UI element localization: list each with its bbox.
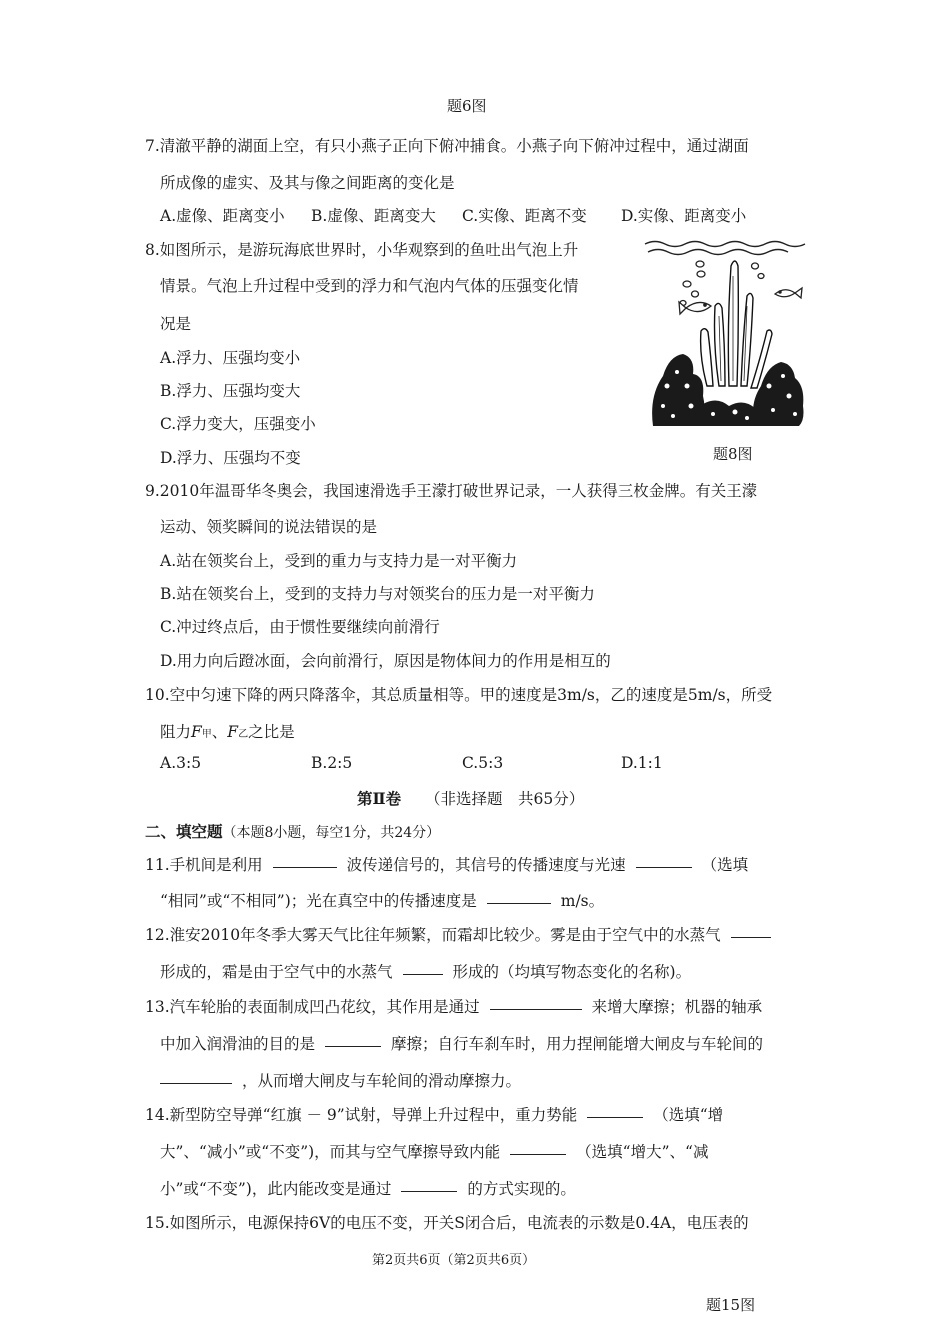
q11-blank-1[interactable] bbox=[273, 866, 337, 868]
q14-text-2: （选填“增 bbox=[653, 1106, 724, 1124]
q13-blank-1[interactable] bbox=[490, 1008, 582, 1010]
q13-blank-3[interactable] bbox=[160, 1082, 232, 1084]
q10-line2-suffix: 之比是 bbox=[248, 723, 295, 741]
underwater-scene-illustration bbox=[643, 236, 808, 431]
q12-blank-1[interactable] bbox=[731, 936, 771, 938]
figure-8-caption: 题8图 bbox=[713, 445, 753, 463]
q7-option-d: D.实像、距离变小 bbox=[621, 207, 747, 225]
q10-option-b: B.2:5 bbox=[311, 754, 353, 772]
q14-text-5: 小”或“不变”)，此内能改变是通过 bbox=[160, 1180, 392, 1198]
q8-option-d: D.浮力、压强均不变 bbox=[160, 449, 301, 467]
section-2-title: 第Ⅱ卷 bbox=[357, 789, 402, 808]
section-2-subtitle: （非选择题 共65分） bbox=[425, 790, 585, 808]
q10-line2-prefix: 阻力 bbox=[160, 723, 192, 741]
page-footer: 第2页共6页（第2页共6页） bbox=[372, 1253, 536, 1268]
q13-text-4: 摩擦；自行车刹车时，用力捏闸能增大闸皮与车轮间的 bbox=[391, 1035, 764, 1053]
q10-option-c: C.5:3 bbox=[462, 754, 504, 772]
q14-line1 bbox=[145, 1103, 723, 1125]
q13-text-3: 中加入润滑油的目的是 bbox=[160, 1035, 316, 1053]
q12-blank-2[interactable] bbox=[403, 973, 443, 975]
q8-line1: 8.如图所示，是游玩海底世界时，小华观察到的鱼吐出气泡上升 bbox=[145, 241, 579, 259]
q13-text-5: ，从而增大闸皮与车轮间的滑动摩擦力。 bbox=[242, 1072, 522, 1090]
q11-text-5: m/s。 bbox=[560, 892, 605, 910]
q14-blank-2[interactable] bbox=[510, 1153, 566, 1155]
q12-line1 bbox=[145, 923, 781, 945]
q13-line3 bbox=[160, 1069, 521, 1091]
q11-text-2: 波传递信号的，其信号的传播速度与光速 bbox=[346, 856, 626, 874]
q9-option-b: B.站在领奖台上，受到的支持力与对领奖台的压力是一对平衡力 bbox=[160, 585, 595, 603]
q10-option-d: D.1:1 bbox=[621, 754, 663, 772]
q10-line1: 10.空中匀速下降的两只降落伞，其总质量相等。甲的速度是3m/s，乙的速度是5m/s，所受 bbox=[145, 686, 773, 704]
q8-option-a: A.浮力、压强均变小 bbox=[160, 349, 301, 367]
q13-text-2: 来增大摩擦；机器的轴承 bbox=[591, 998, 763, 1016]
q9-option-a: A.站在领奖台上，受到的重力与支持力是一对平衡力 bbox=[160, 552, 518, 570]
q13-text-1: 13.汽车轮胎的表面制成凹凸花纹，其作用是通过 bbox=[145, 998, 480, 1016]
q15-line1: 15.如图所示，电源保持6V的电压不变，开关S闭合后，电流表的示数是0.4A，电压表的 bbox=[145, 1214, 749, 1232]
q7-line1: 7.清澈平静的湖面上空，有只小燕子正向下俯冲捕食。小燕子向下俯冲过程中，通过湖面 bbox=[145, 137, 749, 155]
q14-text-1: 14.新型防空导弹“红旗 － 9”试射，导弹上升过程中，重力势能 bbox=[145, 1106, 578, 1124]
q14-line2 bbox=[160, 1140, 708, 1162]
q10-option-a: A.3:5 bbox=[160, 754, 202, 772]
q7-option-b: B.虚像、距离变大 bbox=[311, 207, 436, 225]
force-symbol-2: F bbox=[227, 723, 239, 741]
subscript-jia: 甲 bbox=[201, 729, 212, 740]
q14-line3 bbox=[160, 1177, 576, 1199]
q12-text-1: 12.淮安2010年冬季大雾天气比往年频繁，而霜却比较少。雾是由于空气中的水蒸气 bbox=[145, 926, 721, 944]
q12-text-3: 形成的（均填写物态变化的名称)。 bbox=[452, 963, 692, 981]
force-symbol-1: F bbox=[191, 723, 202, 741]
part-2-heading bbox=[145, 820, 440, 842]
q11-line2 bbox=[160, 889, 604, 911]
q14-text-4: （选填“增大”、“减 bbox=[576, 1143, 709, 1161]
q13-blank-2[interactable] bbox=[325, 1045, 381, 1047]
q9-line2: 运动、领奖瞬间的说法错误的是 bbox=[160, 518, 378, 536]
q13-line1 bbox=[145, 995, 762, 1017]
q8-option-c: C.浮力变大，压强变小 bbox=[160, 415, 316, 433]
q7-option-a: A.虚像、距离变小 bbox=[160, 207, 285, 225]
part-2-title: 二、填空题 bbox=[145, 822, 223, 841]
figure-15-caption: 题15图 bbox=[706, 1296, 756, 1314]
q9-option-d: D.用力向后蹬冰面，会向前滑行，原因是物体间力的作用是相互的 bbox=[160, 652, 611, 670]
part-2-note: （本题8小题，每空1分，共24分） bbox=[222, 825, 441, 841]
q7-option-c: C.实像、距离不变 bbox=[462, 207, 587, 225]
q11-blank-2[interactable] bbox=[636, 866, 692, 868]
q14-text-3: 大”、“减小”或“不变”)，而其与空气摩擦导致内能 bbox=[160, 1143, 501, 1161]
subscript-yi: 乙 bbox=[238, 729, 249, 740]
q13-line2 bbox=[160, 1032, 763, 1054]
q11-line1 bbox=[145, 853, 748, 875]
q11-text-4: “相同”或“不相同”)；光在真空中的传播速度是 bbox=[160, 892, 477, 910]
figure-6-caption: 题6图 bbox=[447, 97, 487, 115]
q9-option-c: C.冲过终点后，由于惯性要继续向前滑行 bbox=[160, 618, 440, 636]
q11-text-1: 11.手机间是利用 bbox=[145, 856, 263, 874]
q14-blank-1[interactable] bbox=[587, 1116, 643, 1118]
q11-text-3: （选填 bbox=[701, 856, 749, 874]
separator: 、 bbox=[211, 723, 228, 741]
q8-line3: 况是 bbox=[160, 315, 192, 333]
q12-line2 bbox=[160, 960, 691, 982]
q14-text-6: 的方式实现的。 bbox=[467, 1180, 576, 1198]
q9-line1: 9.2010年温哥华冬奥会，我国速滑选手王濛打破世界记录，一人获得三枚金牌。有关王濛 bbox=[145, 482, 758, 500]
q10-line2 bbox=[160, 720, 295, 742]
q14-blank-3[interactable] bbox=[401, 1190, 457, 1192]
q12-text-2: 形成的，霜是由于空气中的水蒸气 bbox=[160, 963, 393, 981]
q7-line2: 所成像的虚实、及其与像之间距离的变化是 bbox=[160, 174, 455, 192]
q11-blank-3[interactable] bbox=[487, 902, 551, 904]
q8-line2: 情景。气泡上升过程中受到的浮力和气泡内气体的压强变化情 bbox=[160, 277, 579, 295]
q8-option-b: B.浮力、压强均变大 bbox=[160, 382, 301, 400]
